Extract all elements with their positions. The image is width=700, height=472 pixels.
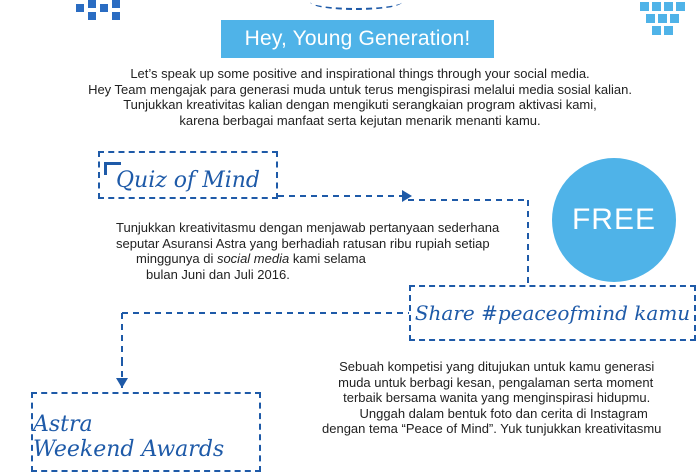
- cross-pattern-icon: [72, 0, 128, 24]
- astra-title-line1: Astra: [33, 412, 93, 437]
- astra-weekend-awards-box: [31, 392, 261, 472]
- share-title: Share #peaceofmind kamu: [414, 301, 691, 325]
- quiz-line: seputar Asuransi Astra yang berhadiah ratusan ribu rupiah setiap: [116, 235, 490, 251]
- arrow-down-icon: [116, 378, 128, 388]
- intro-line: Hey Team mengajak para generasi muda untuk terus mengispirasi melalui media sosial kalian.: [88, 81, 632, 97]
- intro-line: karena berbagai manfaat serta kejutan menarik menanti kamu.: [179, 112, 541, 128]
- share-line: dengan tema “Peace of Mind”. Yuk tunjukkan kreativitasmu: [322, 421, 662, 436]
- share-line: muda untuk berbagi kesan, pengalaman serta moment: [338, 374, 654, 390]
- quiz-line: Tunjukkan kreativitasmu dengan menjawab pertanyaan sederhana: [116, 220, 500, 235]
- quiz-line: [116, 251, 499, 267]
- share-line: terbaik bersama wanita yang menginspirasi hidupmu.: [343, 390, 651, 405]
- quiz-line-emphasis: social media: [216, 251, 290, 266]
- intro-text: [60, 66, 660, 128]
- astra-title-line2: Weekend Awards: [33, 437, 225, 462]
- share-description: [322, 359, 661, 437]
- page-title: Hey, Young Generation!: [221, 20, 494, 58]
- intro-line: Let’s speak up some positive and inspirational things through your social media.: [130, 66, 590, 81]
- quiz-line-part: kami selama: [292, 251, 366, 266]
- share-line: Sebuah kompetisi yang ditujukan untuk kamu generasi: [339, 359, 655, 374]
- cross-pattern-icon: [632, 0, 698, 40]
- quiz-title: Quiz of Mind: [115, 167, 261, 193]
- share-line: Unggah dalam bentuk foto dan cerita di Instagram: [359, 405, 648, 421]
- quiz-line: bulan Juni dan Juli 2016.: [146, 266, 290, 282]
- corner-accent-icon: [104, 162, 121, 175]
- share-peaceofmind-box: [409, 285, 696, 341]
- quiz-of-mind-box: [98, 151, 278, 199]
- quiz-line-part: minggunya di: [136, 251, 214, 266]
- quiz-description: [116, 220, 499, 282]
- intro-line: Tunjukkan kreativitas kalian dengan mengikuti serangkaian program aktivasi kami,: [123, 97, 597, 112]
- free-badge: FREE: [552, 158, 676, 282]
